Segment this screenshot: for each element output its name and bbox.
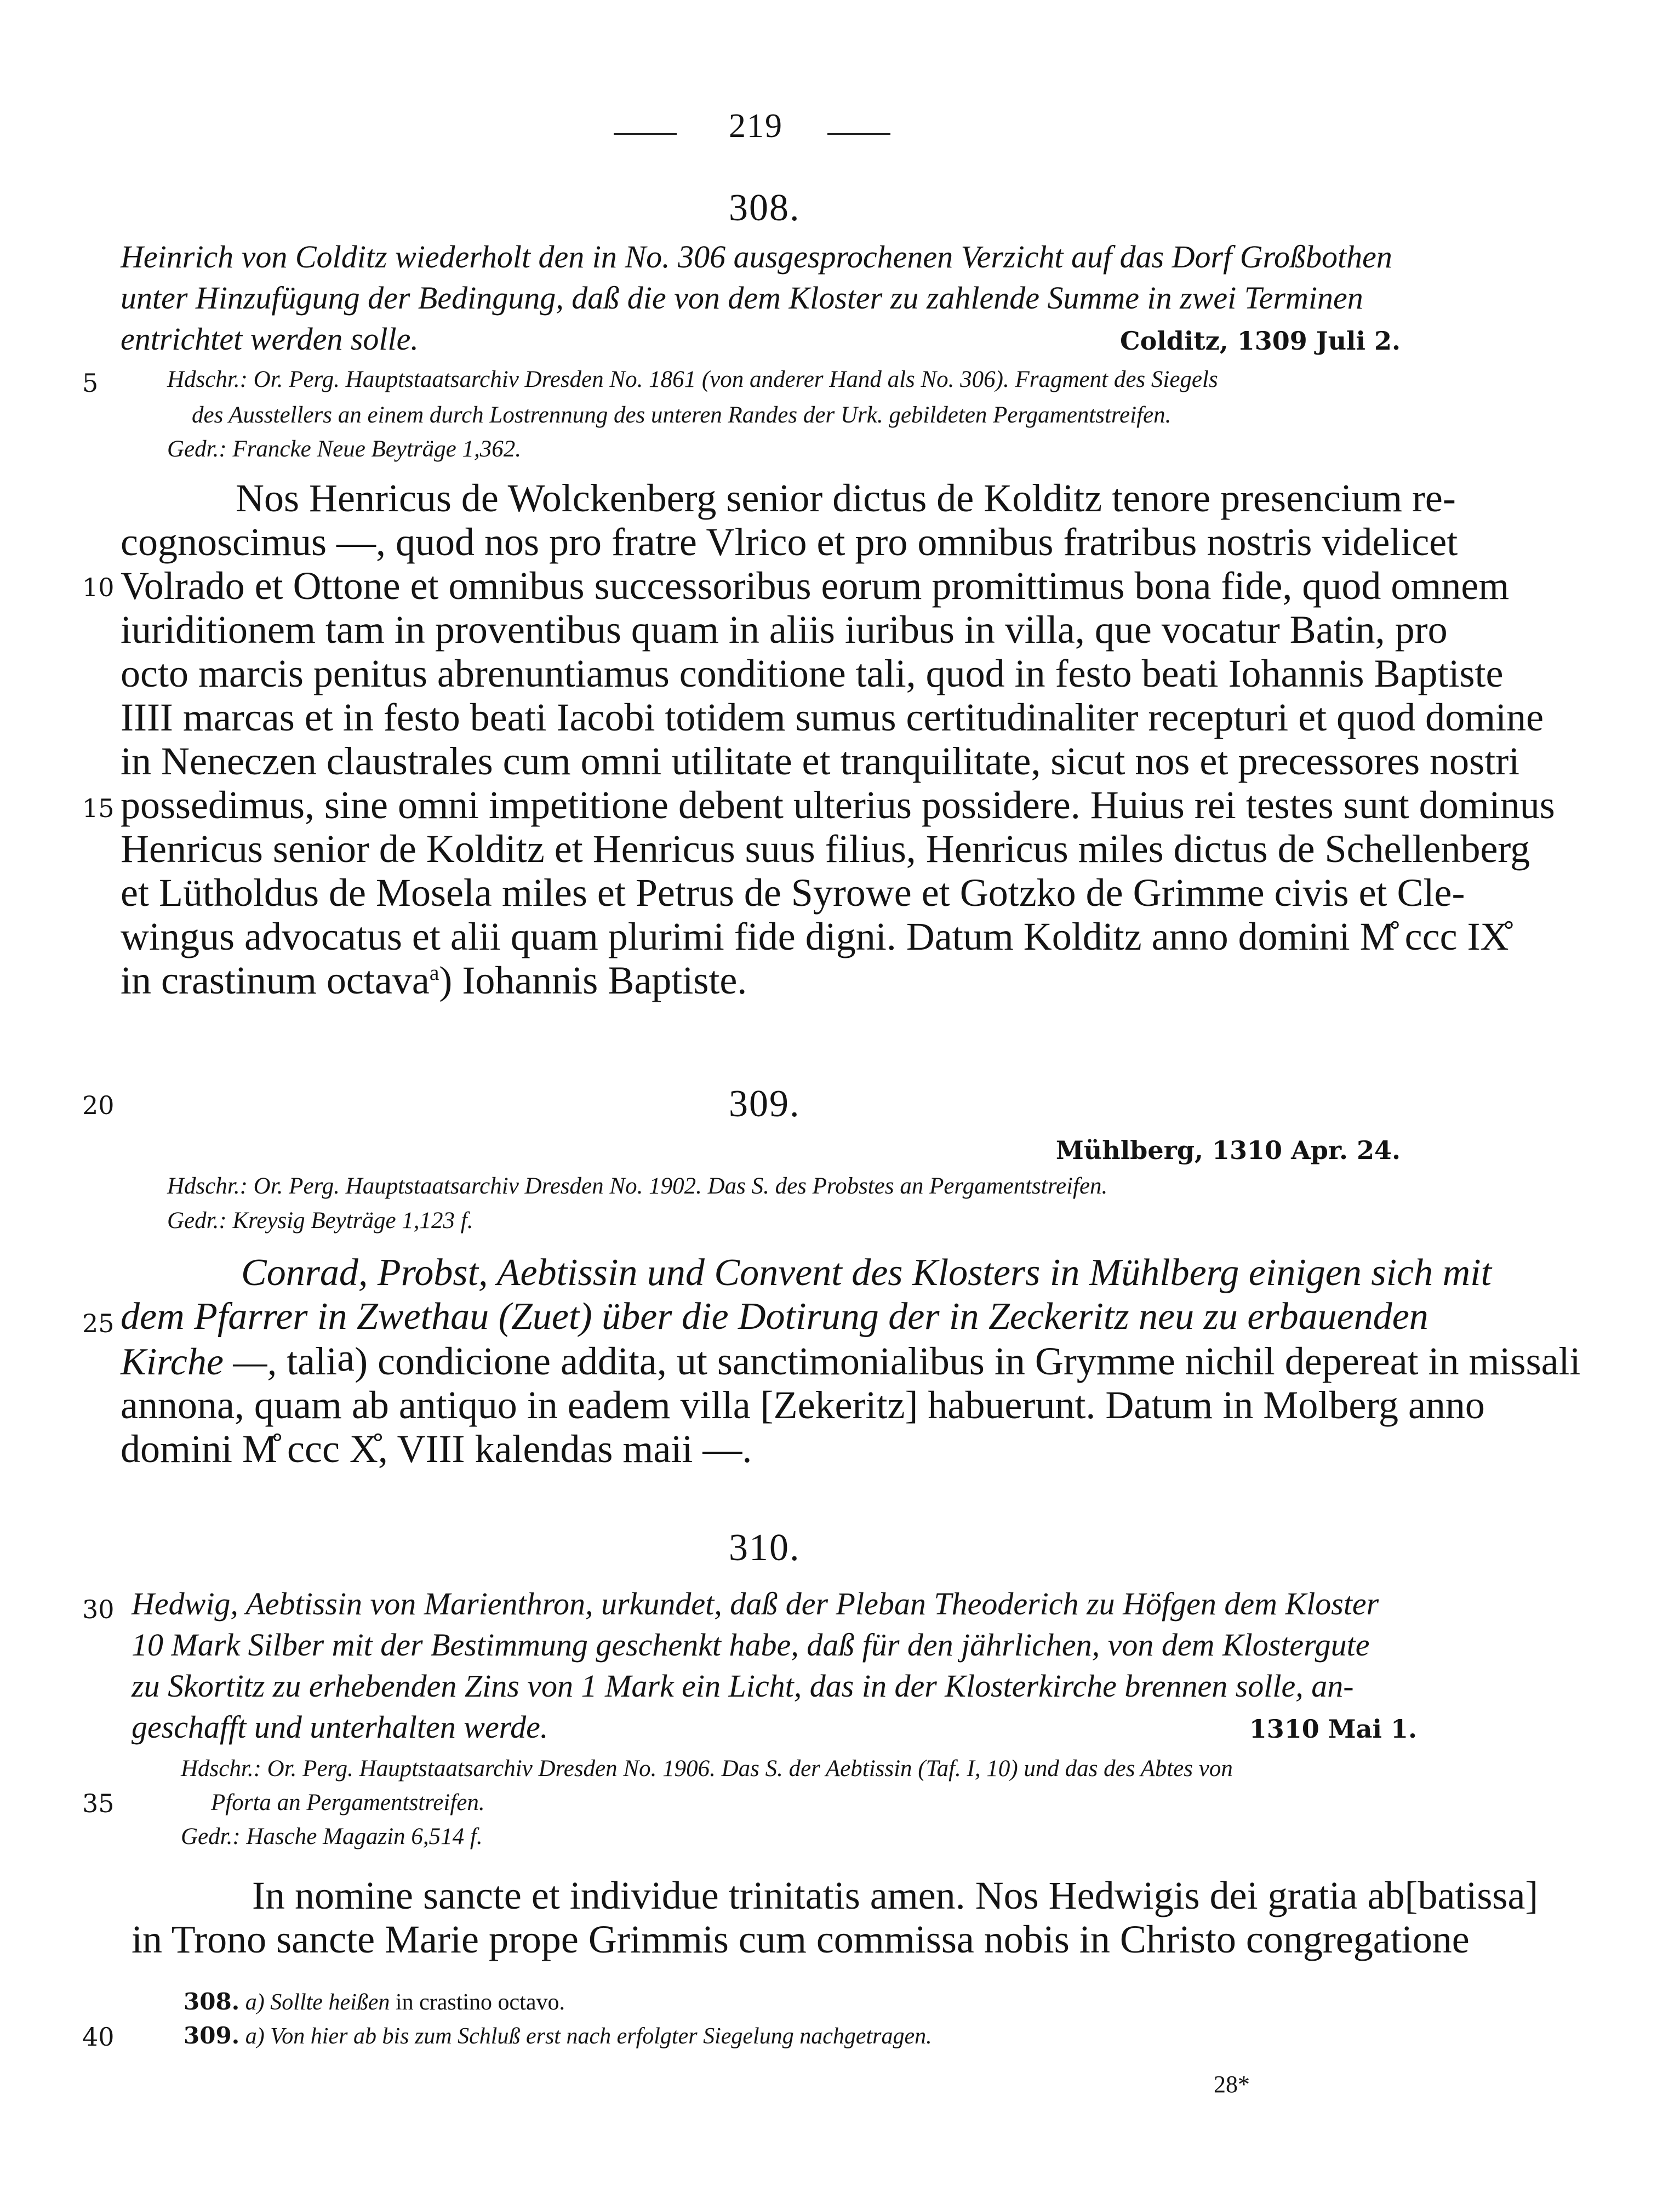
doc308-note-line: Gedr.: Francke Neue Beyträge 1,362. [167, 436, 521, 462]
doc309-date: Mühlberg, 1310 Apr. 24. [1055, 1135, 1401, 1165]
doc309-text-line: domini M̊ ccc X̊, VIII kalendas maii —. [121, 1427, 752, 1471]
doc310-note-line: Gedr.: Hasche Magazin 6,514 f. [181, 1824, 483, 1849]
doc309-note-line: Gedr.: Kreysig Beyträge 1,123 f. [167, 1208, 473, 1234]
line-number: 5 [82, 368, 99, 398]
doc308-text-line: et Lütholdus de Mosela miles et Petrus de Syrowe et Gotzko de Grimme civis et Cle- [121, 871, 1465, 915]
doc308-text-line: octo marcis penitus abrenuntiamus conditione tali, quod in festo beati Iohannis Baptiste [121, 652, 1504, 695]
doc310-regest-line: 10 Mark Silber mit der Bestimmung geschenkt habe, daß für den jährlichen, von dem Klostergute [132, 1627, 1370, 1663]
doc308-text-line: Henricus senior de Kolditz et Henricus suus filius, Henricus miles dictus de Schellenberg [121, 827, 1530, 871]
doc308-text-line: iuriditionem tam in proventibus quam in aliis iuribus in villa, que vocatur Batin, pro [121, 608, 1448, 652]
doc310-text-line: in Trono sancte Marie prope Grimmis cum commissa nobis in Christo congregatione [132, 1917, 1470, 1961]
doc310-note-line: Pforta an Pergamentstreifen. [211, 1790, 485, 1816]
doc310-regest-line: Hedwig, Aebtissin von Marienthron, urkundet, daß der Pleban Theoderich zu Höfgen dem Kloster [132, 1586, 1379, 1622]
doc310-regest-line: geschafft und unterhalten werde. [132, 1709, 548, 1745]
doc309-note-line: Hdschr.: Or. Perg. Hauptstaatsarchiv Dresden No. 1902. Das S. des Probstes an Pergamentstreifen. [167, 1173, 1108, 1199]
footnote-308: 308. a) Sollte heißen in crastino octavo. [184, 1988, 565, 2015]
doc309-regest-line: Conrad, Probst, Aebtissin und Convent des Klosters in Mühlberg einigen sich mit [241, 1252, 1492, 1294]
doc310-date: 1310 Mai 1. [1249, 1714, 1417, 1744]
doc308-text-line: IIII marcas et in festo beati Iacobi totidem sumus certitudinaliter recepturi et quod domine [121, 695, 1544, 739]
doc308-regest-line: unter Hinzufügung der Bedingung, daß die von dem Kloster zu zahlende Summe in zwei Terminen [121, 280, 1363, 316]
doc308-text-line: wingus advocatus et alii quam plurimi fide digni. Datum Kolditz anno domini M̊ ccc IX̊ [121, 915, 1509, 958]
doc308-text-line: Nos Henricus de Wolckenberg senior dictus de Kolditz tenore presencium re- [236, 476, 1456, 520]
line-number: 40 [82, 2022, 115, 2052]
header-rule-left [614, 133, 677, 135]
footnote-309: 309. a) Von hier ab bis zum Schluß erst nach erfolgter Siegelung nachgetragen. [184, 2022, 932, 2049]
doc309-text-line: annona, quam ab antiquo in eadem villa [Zekeritz] habuerunt. Datum in Molberg anno [121, 1383, 1485, 1427]
doc310-text-line: In nomine sancte et individue trinitatis amen. Nos Hedwigis dei gratia ab[batissa] [252, 1874, 1539, 1917]
doc308-note-line: Hdschr.: Or. Perg. Hauptstaatsarchiv Dresden No. 1861 (von anderer Hand als No. 306). Fragment des Siegels [167, 367, 1218, 392]
doc309-number: 309. [729, 1083, 801, 1125]
doc309-regest-line: dem Pfarrer in Zwethau (Zuet) über die Dotirung der in Zeckeritz neu zu erbauenden [121, 1295, 1428, 1338]
doc308-text-line: Volrado et Ottone et omnibus successoribus eorum promittimus bona fide, quod omnem [121, 564, 1510, 608]
header-rule-right [827, 133, 890, 135]
doc308-text-line: possedimus, sine omni impetitione debent ulterius possidere. Huius rei testes sunt dominus [121, 783, 1555, 827]
line-number: 15 [82, 793, 115, 823]
doc308-text-line: cognoscimus —, quod nos pro fratre Vlrico et pro omnibus fratribus nostris videlicet [121, 520, 1458, 564]
sheet-signature: 28* [1214, 2071, 1250, 2098]
line-number: 30 [82, 1595, 115, 1624]
doc310-regest-line: zu Skortitz zu erhebenden Zins von 1 Mark ein Licht, das in der Klosterkirche brennen solle, an- [132, 1668, 1354, 1704]
doc310-note-line: Hdschr.: Or. Perg. Hauptstaatsarchiv Dresden No. 1906. Das S. der Aebtissin (Taf. I, 10) und das des Abtes von [181, 1756, 1233, 1782]
line-number: 20 [82, 1091, 115, 1120]
doc310-number: 310. [729, 1527, 801, 1569]
doc308-regest-line: Heinrich von Colditz wiederholt den in No. 306 ausgesprochenen Verzicht auf das Dorf Großbothen [121, 239, 1392, 275]
line-number: 10 [82, 573, 115, 602]
doc308-note-line: des Ausstellers an einem durch Lostrennung des unteren Randes der Urk. gebildeten Pergamentstreifen. [192, 402, 1172, 428]
doc309-mixed-line: Kirche —, tali$^a$) condicione addita, ut sanctimonialibus in Grymme nichil depereat in missali [121, 1335, 1581, 1383]
line-number: 25 [82, 1309, 115, 1338]
doc308-date: Colditz, 1309 Juli 2. [1119, 326, 1401, 356]
doc308-number: 308. [729, 187, 801, 229]
page-number: 219 [729, 107, 783, 145]
doc308-text-line-last: in crastinum octava$^a$) Iohannis Baptiste. [121, 958, 747, 1002]
doc308-regest-line: entrichtet werden solle. [121, 321, 419, 357]
line-number: 35 [82, 1789, 115, 1818]
doc308-text-line: in Neneczen claustrales cum omni utilitate et tranquilitate, sicut nos et precessores nostri [121, 739, 1520, 783]
